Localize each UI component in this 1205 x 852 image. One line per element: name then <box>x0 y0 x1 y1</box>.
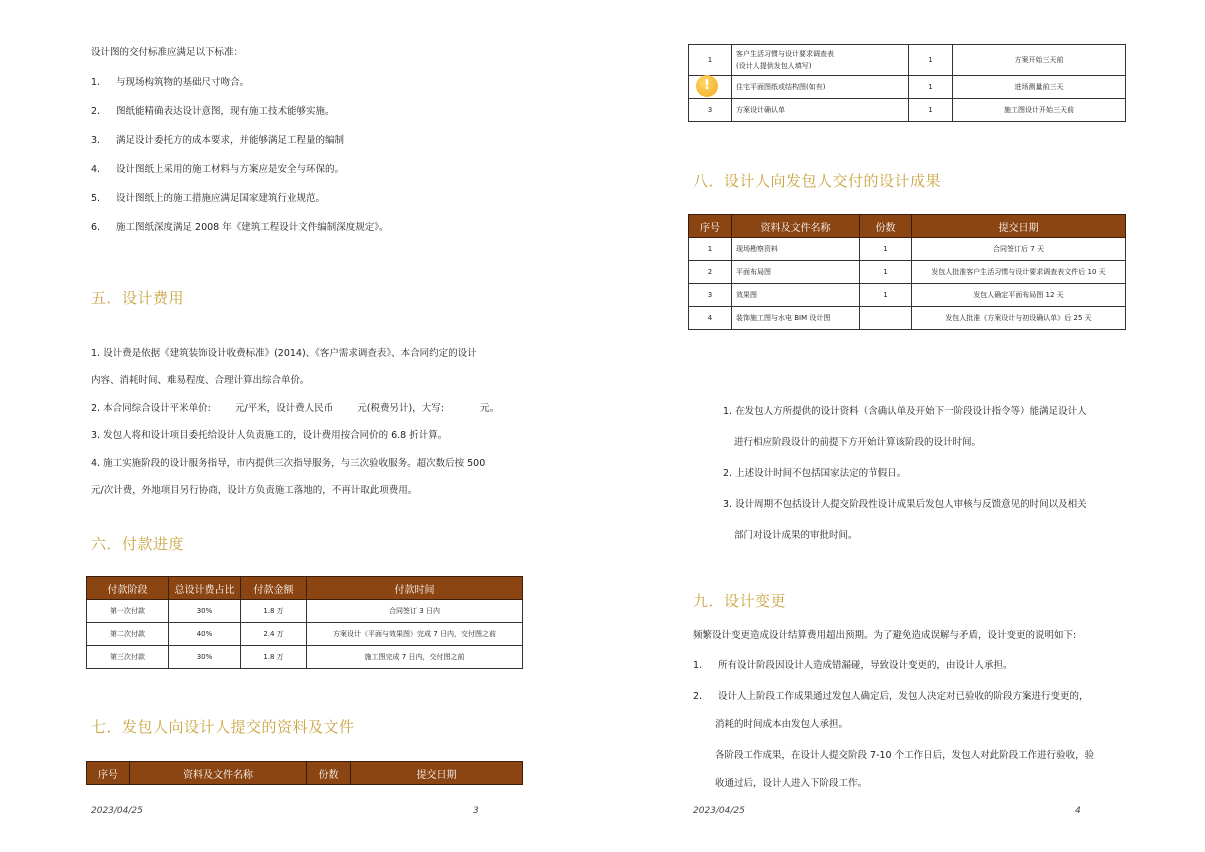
footer-date: 2023/04/25 <box>91 806 143 816</box>
payment-schedule-table <box>86 576 523 669</box>
design-change-continued: 收通过后，设计人进入下阶段工作。 <box>715 778 868 789</box>
section-heading-payment-schedule: 六．付款进度 <box>91 535 185 553</box>
column-header: 份数 <box>307 762 351 785</box>
fee-paragraph: 1. 设计费是依据《建筑装饰设计收费标准》(2014)、《客户需求调查表》、本合同约定的设计 <box>91 348 477 359</box>
table-header-row <box>87 762 523 785</box>
fee-paragraph: 内容、消耗时间、难易程度、合理计算出综合单价。 <box>91 375 310 386</box>
standard-item: 5. 设计图纸上的施工措施应满足国家建筑行业规范。 <box>91 193 326 204</box>
design-change-continued: 消耗的时间成本由发包人承担。 <box>715 719 849 730</box>
table-row: 1 现场勘察资料 1 合同签订后 7 天 <box>689 238 1126 261</box>
table-row: 4 装饰施工图与水电 BIM 设计图 发包人批准《方案设计与初设确认单》后 25 天 <box>689 307 1126 330</box>
standard-item: 3. 满足设计委托方的成本要求，并能够满足工程量的编制 <box>91 135 345 146</box>
deliverables-table <box>688 214 1126 330</box>
client-documents-table-header <box>86 761 523 785</box>
table-row: 1 客户生活习惯与设计要求调查表 (设计人提供发包人填写) 1 方案开始三天前 <box>689 45 1126 76</box>
column-header: 序号 <box>87 762 130 785</box>
fee-paragraph: 3. 发包人将和设计项目委托给设计人负责施工的，设计费用按合同价的 6.8 折计算。 <box>91 430 448 441</box>
deliverable-note: 1. 在发包人方所提供的设计资料（含确认单及开始下一阶段设计指令等）能满足设计人 <box>723 406 1087 417</box>
standards-intro: 设计图的交付标准应满足以下标准： <box>91 47 244 58</box>
table-row: 住宅平面图纸或结构图(如有) 1 进场测量前三天 <box>689 76 1126 99</box>
table-row: 2 平面布局图 1 发包人批准客户生活习惯与设计要求调查表文件后 10 天 <box>689 261 1126 284</box>
column-header: 提交日期 <box>351 762 523 785</box>
standard-item: 6. 施工图纸深度满足 2008 年《建筑工程设计文件编制深度规定》。 <box>91 222 389 233</box>
table-header-row <box>87 577 523 600</box>
column-header: 资料及文件名称 <box>732 215 860 238</box>
deliverable-note: 部门对设计成果的审批时间。 <box>734 530 858 541</box>
table-row: 3 方案设计确认单 1 施工图设计开始三天前 <box>689 99 1126 122</box>
standard-item: 4. 设计图纸上采用的施工材料与方案应是安全与环保的。 <box>91 164 345 175</box>
section-heading-design-fee: 五．设计费用 <box>91 289 185 307</box>
table-row: 第一次付款 30% 1.8 万 合同签订 3 日内 <box>87 600 523 623</box>
standard-item: 1. 与现场构筑物的基础尺寸吻合。 <box>91 77 250 88</box>
section-heading-client-documents: 七．发包人向设计人提交的资料及文件 <box>91 718 355 736</box>
warning-icon[interactable]: ! <box>696 75 718 97</box>
footer-date: 2023/04/25 <box>693 806 745 816</box>
deliverable-note: 进行相应阶段设计的前提下方开始计算该阶段的设计时间。 <box>734 437 982 448</box>
section-heading-design-change: 九．设计变更 <box>693 592 787 610</box>
column-header: 付款阶段 <box>87 577 169 600</box>
table-row: 第二次付款 40% 2.4 万 方案设计（平面与效果图）完成 7 日内，交付图之前 <box>87 623 523 646</box>
design-change-item: 2. 设计人上阶段工作成果通过发包人确定后，发包人决定对已验收的阶段方案进行变更的， <box>693 691 1089 702</box>
footer-page-number: 3 <box>473 806 479 816</box>
deliverable-note: 2. 上述设计时间不包括国家法定的节假日。 <box>723 468 907 479</box>
design-change-item: 1. 所有设计阶段因设计人造成错漏碰，导致设计变更的，由设计人承担。 <box>693 660 1013 671</box>
table-row: 3 效果图 1 发包人确定平面布局图 12 天 <box>689 284 1126 307</box>
design-change-continued: 各阶段工作成果，在设计人提交阶段 7-10 个工作日后，发包人对此阶段工作进行验收，验 <box>715 750 1095 761</box>
table-header-row <box>689 215 1126 238</box>
fee-paragraph: 4. 施工实施阶段的设计服务指导，市内提供三次指导服务，与三次验收服务。超次数后按 500 <box>91 458 486 469</box>
column-header: 总设计费占比 <box>169 577 241 600</box>
column-header: 序号 <box>689 215 732 238</box>
client-documents-table-body <box>688 44 1126 122</box>
standard-item: 2. 图纸能精确表达设计意图，现有施工技术能够实施。 <box>91 106 335 117</box>
column-header: 资料及文件名称 <box>130 762 307 785</box>
page-3 <box>0 0 602 852</box>
fee-paragraph: 元/次计费，外地项目另行协商，设计方负责施工落地的，不再计取此项费用。 <box>91 485 418 496</box>
deliverable-note: 3. 设计周期不包括设计人提交阶段性设计成果后发包人审核与反馈意见的时间以及相关 <box>723 499 1087 510</box>
fee-paragraph: 2. 本合同综合设计平米单价: 元/平米，设计费人民币 元(税费另计)，大写: 元。 <box>91 403 500 414</box>
column-header: 份数 <box>860 215 912 238</box>
design-change-intro: 频繁设计变更造成设计结算费用超出预期。为了避免造成误解与矛盾，设计变更的说明如下: <box>693 630 1077 641</box>
column-header: 付款金额 <box>241 577 307 600</box>
column-header: 提交日期 <box>912 215 1126 238</box>
column-header: 付款时间 <box>307 577 523 600</box>
page-4 <box>602 0 1205 852</box>
section-heading-deliverables: 八．设计人向发包人交付的设计成果 <box>693 172 942 190</box>
table-row: 第三次付款 30% 1.8 万 施工图完成 7 日内，交付图之前 <box>87 646 523 669</box>
footer-page-number: 4 <box>1075 806 1081 816</box>
